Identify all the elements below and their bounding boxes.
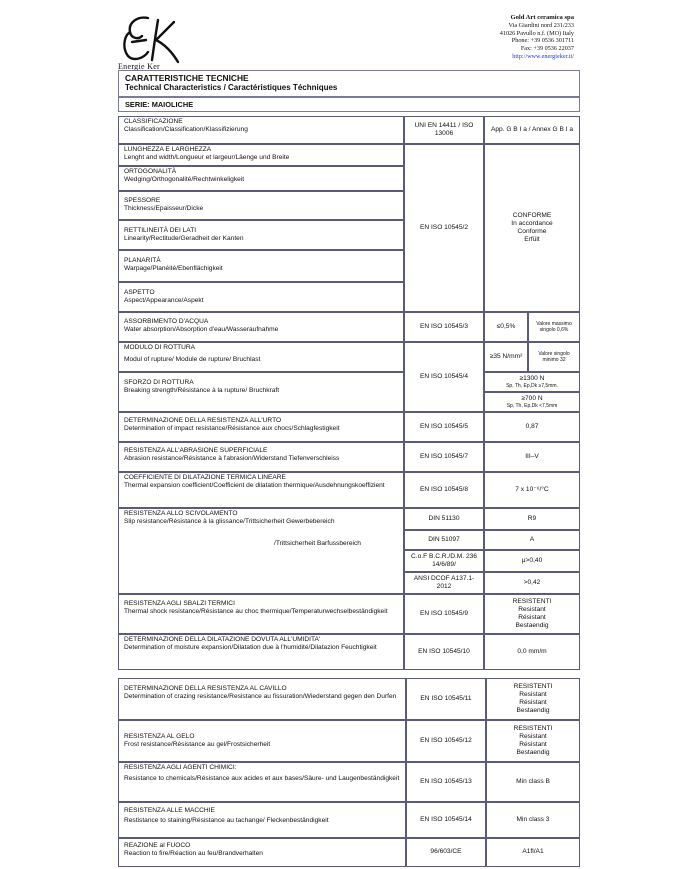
norm-dilatazione: EN ISO 10545/8 — [404, 472, 484, 508]
company-logo — [118, 14, 188, 66]
row-gelo — [118, 720, 406, 762]
label-tr: Modul of rupture/ Module de rupture/ Bruchlast — [124, 356, 261, 364]
norm-assorbimento: EN ISO 10545/3 — [404, 312, 484, 342]
row-classificazione — [118, 116, 404, 144]
value-umidita: 0,0 mm/m — [484, 634, 580, 670]
row-scivolamento — [118, 508, 404, 594]
row-assorbimento — [118, 312, 404, 342]
company-address-2: 41026 Pavullo n.f. (MO) Italy — [499, 29, 574, 37]
norm-urto: EN ISO 10545/5 — [404, 412, 484, 442]
value-conforme — [484, 144, 580, 312]
resistenti-l1: RESISTENTI — [513, 724, 553, 732]
label-it: RETTILINEITÀ DEI LATI — [124, 227, 197, 234]
row-aspetto — [118, 282, 404, 312]
conforme-l3: Conforme — [517, 228, 547, 235]
value-sforzo-1 — [484, 372, 580, 392]
norm-sbalzi: EN ISO 10545/9 — [404, 594, 484, 634]
resistenti-l3: Résistant — [519, 699, 547, 706]
value-modulo: ≥35 N/mm² — [484, 342, 528, 372]
resistenti-l4: Bestaendig — [516, 707, 550, 715]
label-tr: Warpage/Planéité/Ebenflächigkeit — [124, 265, 223, 273]
label-it: PLANARITÀ — [124, 257, 161, 264]
row-planarita — [118, 250, 404, 282]
label-tr: Water absorption/Absorption d'eau/Wasseraufnahme — [124, 326, 279, 334]
value-abrasione: III–V — [484, 442, 580, 472]
resistenti-l2: Resistant — [518, 605, 546, 613]
title-multi: Technical Characteristics / Caractéristiques Téchniques — [125, 83, 338, 92]
label-it: ASPETTO — [124, 289, 155, 296]
label-tr: Thickness/Epaisseur/Dicke — [124, 205, 204, 213]
label-it: REAZIONE al FUOCO — [124, 842, 191, 849]
company-info — [500, 14, 574, 61]
norm-scivolamento-4: ANSI DCOF A137.1-2012 — [404, 572, 484, 594]
conforme-l2: In accordance — [511, 219, 553, 227]
company-phone: Phone: +39 0536 301711 — [511, 37, 574, 45]
row-rettilineita — [118, 220, 404, 250]
row-umidita — [118, 634, 404, 670]
label-tr: Wedging/Orthogonalité/Rechtwinkeligkeit — [124, 176, 245, 184]
value-fuoco: A1fl/A1 — [486, 838, 580, 867]
value-assorbimento: ≤0,5% — [484, 312, 528, 342]
value-chimici: Min class B — [486, 762, 580, 802]
resistenti-l1: RESISTENTI — [513, 682, 553, 690]
label-tr: Breaking strength/Résistance à la rupture/ Bruchkraft — [124, 387, 280, 395]
label-tr: Classification/Classification/Klassifizierung — [124, 126, 248, 134]
resistenti-l4: Bestaendig — [516, 749, 550, 757]
norm-abrasione: EN ISO 10545/7 — [404, 442, 484, 472]
norm-scivolamento-2: DIN 51097 — [404, 530, 484, 550]
resistenti-l1: RESISTENTI — [512, 597, 552, 605]
norm-cavillo: EN ISO 10545/11 — [406, 678, 486, 720]
resistenti-l4: Bestaendig — [515, 622, 549, 630]
note-modulo: Valore singolo minimo 32 — [528, 342, 580, 372]
norm-fuoco: 96/603/CE — [406, 838, 486, 867]
value-sbalzi — [484, 594, 580, 634]
value-sforzo-2 — [484, 392, 580, 412]
conforme-l4: Erfült — [524, 236, 540, 244]
value-scivolamento-1: R9 — [484, 508, 580, 530]
label-it: SFORZO DI ROTTURA — [124, 379, 194, 386]
row-dilatazione — [118, 472, 404, 508]
label-it: MODULO DI ROTTURA — [124, 344, 196, 351]
label-tr: Resistance to chemicals/Résistance aux acides et aux bases/Säure- und Laugenbeständigkeit — [124, 775, 400, 783]
label-it: RESISTENZA AGLI AGENTI CHIMICI: — [124, 764, 237, 771]
row-spessore — [118, 191, 404, 220]
norm-classificazione: UNI EN 14411 / ISO 13006 — [404, 116, 484, 144]
company-address-1: Via Giardini nord 231/233 — [508, 21, 574, 29]
row-ortogonalita — [118, 166, 404, 191]
row-cavillo — [118, 678, 406, 720]
label-tr: Linearity/Rectitude/Geradheit der Kanten — [124, 235, 244, 243]
norm-umidita: EN ISO 10545/10 — [404, 634, 484, 670]
serie-label: SERIE: MAIOLICHE — [118, 97, 580, 112]
label-it: DETERMINAZIONE DELLA RESISTENZA AL CAVILLO — [124, 685, 287, 692]
title-box — [118, 70, 580, 97]
sforzo-v1-note: Sp, Th, Ep,Dk ≥7,5mm. — [506, 383, 558, 390]
label-it: LUNGHEZZA E LARGHEZZA — [124, 146, 212, 153]
norm-gelo: EN ISO 10545/12 — [406, 720, 486, 762]
label-tr: Restistance to staining/Résistance au tachange/ Fleckenbeständigkeit — [124, 817, 329, 825]
norm-scivolamento-3: C.o.F B.C.R./D.M. 236 14/6/89/ — [404, 550, 484, 572]
label-it: DETERMINAZIONE DELLA RESISTENZA ALL'URTO — [124, 417, 282, 424]
label-it: CLASSIFICAZIONE — [124, 118, 183, 125]
label-tr: Frost resistance/Résistance au gel/Frostsicherheit — [124, 741, 271, 749]
company-name: Gold Art ceramica spa — [510, 14, 574, 21]
label-it: DETERMINAZIONE DELLA DILATAZIONE DOVUTA ALL'UMIDITA' — [124, 636, 321, 643]
label-it: RESISTENZA ALL'ABRASIONE SUPERFICIALE — [124, 447, 268, 454]
label-tr: Thermal shock resistance/Résistance au choc thermique/Temperaturwechselbeständigkeit — [124, 608, 388, 616]
row-abrasione — [118, 442, 404, 472]
row-modulo — [118, 342, 404, 372]
value-gelo — [486, 720, 580, 762]
conforme-l1: CONFORME — [512, 211, 552, 219]
value-scivolamento-4: >0,42 — [484, 572, 580, 594]
label-tr: Determination of moisture expansion/Dilatation due à l'humidité/Dilatazion Feuchtigkeit — [124, 644, 377, 652]
resistenti-l2: Resistant — [519, 690, 547, 698]
value-cavillo — [486, 678, 580, 720]
sforzo-v1: ≥1300 N — [519, 374, 545, 382]
norm-scivolamento-1: DIN 51130 — [404, 508, 484, 530]
note-assorbimento: Valore massimo singolo 0,6% — [528, 312, 580, 342]
row-chimici — [118, 762, 406, 802]
label-it: RESISTENZA AGLI SBALZI TERMICI — [124, 600, 235, 607]
label-tr: Determination of impact resistance/Résistance aux chocs/Schlagfestigkeit — [124, 425, 340, 433]
value-urto: 0,87 — [484, 412, 580, 442]
resistenti-l3: Résistant — [519, 741, 547, 748]
title-it: CARATTERISTICHE TECNICHE — [125, 73, 249, 83]
row-urto — [118, 412, 404, 442]
label-tr: Aspect/Appearance/Aspekt — [124, 297, 204, 305]
norm-rottura: EN ISO 10545/4 — [404, 342, 484, 412]
resistenti-l2: Resistant — [519, 732, 547, 740]
label-tr: Abrasion resistance/Résistance à l'abrasion/Widerstand Tiefenverschleiss — [124, 455, 340, 463]
row-fuoco — [118, 838, 406, 867]
value-macchie: Min class 3 — [486, 802, 580, 838]
label-tr2: /Trittsicherheit Barfussbereich — [274, 540, 361, 548]
value-dilatazione: 7 x 10⁻⁶/°C — [484, 472, 580, 508]
label-tr: Lenght and width/Longueur et largeur/Läenge und Breite — [124, 154, 290, 162]
row-sbalzi — [118, 594, 404, 634]
value-classificazione: App. G B I a / Annex G B I a — [484, 116, 580, 144]
label-tr: Reaction to fire/Réaction au feu/Brandverhalten — [124, 850, 263, 858]
label-tr: Determination of crazing resistance/Resistance au fissuration/Wiederstand gegen den Durfen — [124, 693, 397, 701]
norm-dimensional: EN ISO 10545/2 — [404, 144, 484, 312]
label-it: ORTOGONALITÀ — [124, 168, 177, 175]
value-scivolamento-3: μ>0,40 — [484, 550, 580, 572]
brand-name: Energie Ker — [118, 62, 161, 71]
row-macchie — [118, 802, 406, 838]
label-tr: Thermal expansion coefficient/Coefficient de dilatation thermique/Ausdehnungskoeffizient — [124, 482, 385, 490]
label-it: SPESSORE — [124, 197, 161, 204]
company-fax: Fax: +39 0536 22037 — [520, 45, 574, 53]
norm-macchie: EN ISO 10545/14 — [406, 802, 486, 838]
row-lunghezza — [118, 144, 404, 166]
label-tr: Slip resistance/Résistance à la glissance/Trittsicherheit Gewerbebereich — [124, 518, 335, 526]
sforzo-v2-note: Sp, Th, Ep,Dk <7,5mm — [506, 403, 558, 410]
row-sforzo — [118, 372, 404, 412]
sforzo-v2: ≥700 N — [521, 394, 543, 402]
resistenti-l3: Résistant — [518, 614, 546, 621]
label-it: RESISTENZA AL GELO — [124, 733, 195, 740]
label-it: COEFFICIENTE DI DILATAZIONE TERMICA LINEARE — [124, 474, 286, 481]
label-it: RESISTENZA ALLE MACCHIE — [124, 807, 215, 814]
label-it: ASSORBIMENTO D'ACQUA — [124, 318, 209, 325]
value-scivolamento-2: A — [484, 530, 580, 550]
norm-chimici: EN ISO 10545/13 — [406, 762, 486, 802]
company-website-link[interactable]: http://www.energieker.it/ — [512, 52, 574, 60]
label-it: RESISTENZA ALLO SCIVOLAMENTO — [124, 510, 238, 517]
